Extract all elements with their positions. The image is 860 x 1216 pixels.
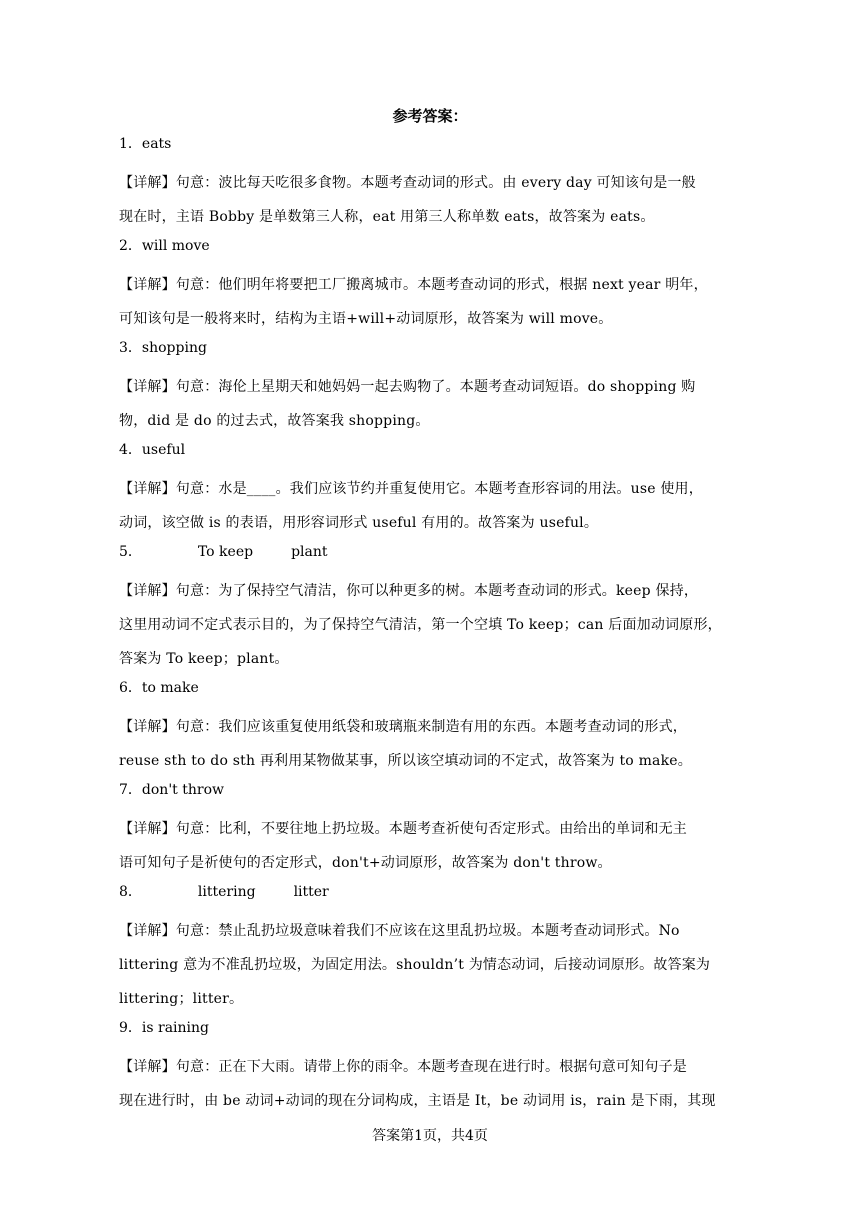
detail-line: littering；litter。: [119, 991, 244, 1007]
answer-item-1: [119, 132, 731, 234]
detail-line: 现在进行时，由 be 动词+动词的现在分词构成，主语是 It，be 动词用 is，rain 是下雨，其现: [119, 1093, 716, 1109]
page-footer: 答案第1页，共4页: [372, 1128, 488, 1144]
answer-number: 5．: [119, 544, 142, 560]
detail-paragraph: [119, 1050, 731, 1118]
answer-number: 8．: [119, 884, 142, 900]
detail-line: 【详解】句意：比利，不要往地上扔垃圾。本题考查祈使句否定形式。由给出的单词和无主: [119, 821, 687, 837]
page-title: 参考答案：: [392, 107, 468, 125]
answer-item-8: [119, 880, 731, 1016]
detail-paragraph: [119, 268, 731, 336]
detail-line: 答案为 To keep；plant。: [119, 651, 289, 667]
answer-item-3: [119, 336, 731, 438]
answer-item-2: [119, 234, 731, 336]
answer-line: [119, 540, 731, 574]
detail-line: 【详解】句意：海伦上星期天和她妈妈一起去购物了。本题考查动词短语。do shopping 购: [119, 379, 696, 395]
detail-line: 可知该句是一般将来时，结构为主语+will+动词原形，故答案为 will move。: [119, 311, 613, 327]
detail-line: 动词，该空做 is 的表语，用形容词形式 useful 有用的。故答案为 useful。: [119, 515, 599, 531]
detail-paragraph: [119, 710, 731, 778]
answer-value: littering: [197, 884, 256, 900]
answer-line: 2．will move: [119, 238, 210, 254]
answer-item-4: [119, 438, 731, 540]
detail-paragraph: [119, 574, 731, 676]
detail-line: 物，did 是 do 的过去式，故答案我 shopping。: [119, 413, 430, 429]
answer-value: litter: [293, 884, 329, 900]
detail-line: 【详解】句意：他们明年将要把工厂搬离城市。本题考查动词的形式，根据 next year 明年，: [119, 277, 708, 293]
answer-value: plant: [291, 544, 328, 560]
detail-line: 语可知句子是祈使句的否定形式，don't+动词原形，故答案为 don't throw。: [119, 855, 612, 871]
detail-line: reuse sth to do sth 再利用某物做某事，所以该空填动词的不定式，故答案为 to make。: [119, 753, 692, 769]
detail-line: 【详解】句意：水是____。我们应该节约并重复使用它。本题考查形容词的用法。use 使用，: [119, 481, 703, 497]
detail-line: 这里用动词不定式表示目的，为了保持空气清洁，第一个空填 To keep；can 后面加动词原形，: [119, 617, 722, 633]
answer-value: To keep: [197, 544, 254, 560]
detail-paragraph: [119, 472, 731, 540]
detail-line: 【详解】句意：我们应该重复使用纸袋和玻璃瓶来制造有用的东西。本题考查动词的形式，: [119, 719, 687, 735]
answer-line: 4．useful: [119, 442, 186, 458]
answer-line: [119, 880, 731, 914]
answer-item-7: [119, 778, 731, 880]
detail-line: littering 意为不准乱扔垃圾，为固定用法。shouldn’t 为情态动词，后接动词原形。故答案为: [119, 957, 711, 973]
answer-item-9: [119, 1016, 731, 1118]
detail-paragraph: [119, 914, 731, 1016]
detail-paragraph: [119, 166, 731, 234]
answer-line: 7．don't throw: [119, 782, 224, 798]
detail-line: 【详解】句意：波比每天吃很多食物。本题考查动词的形式。由 every day 可知该句是一般: [119, 175, 696, 191]
detail-line: 【详解】句意：禁止乱扔垃圾意味着我们不应该在这里乱扔垃圾。本题考查动词形式。No: [119, 923, 680, 939]
answer-item-6: [119, 676, 731, 778]
answer-line: 9．is raining: [119, 1020, 210, 1036]
answer-item-5: [119, 540, 731, 676]
answer-line: 1．eats: [119, 136, 172, 152]
answer-list: [119, 132, 731, 1118]
detail-paragraph: [119, 370, 731, 438]
answer-line: 6．to make: [119, 680, 199, 696]
detail-line: 现在时，主语 Bobby 是单数第三人称，eat 用第三人称单数 eats，故答案为 eats。: [119, 209, 655, 225]
detail-paragraph: [119, 812, 731, 880]
answer-line: 3．shopping: [119, 340, 207, 356]
detail-line: 【详解】句意：正在下大雨。请带上你的雨伞。本题考查现在进行时。根据句意可知句子是: [119, 1059, 687, 1075]
detail-line: 【详解】句意：为了保持空气清洁，你可以种更多的树。本题考查动词的形式。keep 保持，: [119, 583, 699, 599]
